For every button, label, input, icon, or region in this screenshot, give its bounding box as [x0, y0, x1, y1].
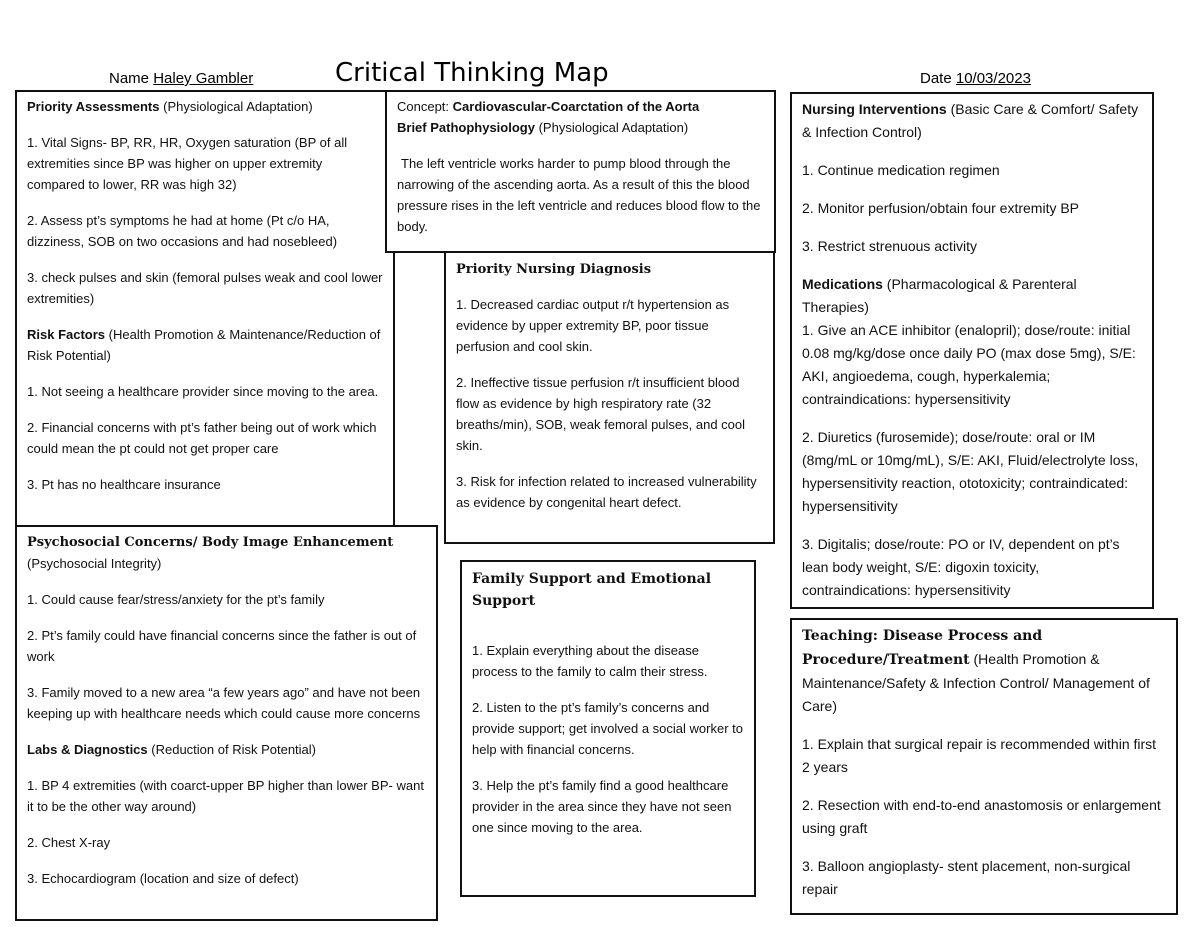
concept-value: Cardiovascular-Coarctation of the Aorta: [452, 99, 700, 114]
family-support-heading: Family Support and Emotional Support: [472, 571, 712, 609]
family-support-box: [460, 560, 756, 897]
teaching-category: (Health Promotion & Maintenance/Safety & Infection Control/ Management of Care): [802, 651, 1150, 714]
date-label: Date: [920, 70, 952, 87]
list-item: 1. Continue medication regimen: [802, 162, 1000, 178]
interventions-heading: Nursing Interventions: [802, 101, 947, 117]
priority-assessments-category: (Physiological Adaptation): [163, 99, 313, 114]
list-item: 2. Diuretics (furosemide); dose/route: oral or IM (8mg/mL or 10mg/mL), S/E: AKI, Fluid/electrolyte loss, hypersensitivity reaction, ototoxicity; contraindicated: hypersensitivity: [802, 429, 1139, 514]
list-item: 1. Could cause fear/stress/anxiety for the pt’s family: [27, 592, 325, 607]
interventions-category: (Basic Care & Comfort/ Safety & Infection Control): [802, 101, 1139, 140]
teaching-box: [790, 618, 1178, 915]
list-item: 1. Not seeing a healthcare provider since moving to the area.: [27, 384, 379, 399]
list-item: 2. Pt’s family could have financial concerns since the father is out of work: [27, 628, 417, 664]
date-field: [920, 68, 1031, 89]
list-item: 1. Explain that surgical repair is recommended within first 2 years: [802, 736, 1157, 775]
nursing-diagnosis-heading: Priority Nursing Diagnosis: [456, 262, 652, 277]
list-item: 3. Balloon angioplasty- stent placement, non-surgical repair: [802, 858, 1131, 897]
list-item: 1. Vital Signs- BP, RR, HR, Oxygen saturation (BP of all extremities since BP was higher on upper extremity compared to lower, RR was high 32): [27, 135, 348, 192]
list-item: 1. Decreased cardiac output r/t hypertension as evidence by upper extremity BP, poor tissue perfusion and cool skin.: [456, 297, 730, 354]
concept-label: Concept:: [397, 99, 450, 114]
labs-category: (Reduction of Risk Potential): [151, 742, 317, 757]
risk-factors-category: (Health Promotion & Maintenance/Reduction of Risk Potential): [27, 327, 381, 363]
psychosocial-box: [15, 525, 438, 921]
name-field: [109, 68, 253, 89]
date-value: 10/03/2023: [955, 70, 1031, 87]
priority-assessments-box: [15, 90, 395, 528]
list-item: 3. Echocardiogram (location and size of defect): [27, 871, 299, 886]
list-item: 2. Ineffective tissue perfusion r/t insufficient blood flow as evidence by high respiratory rate (32 breaths/min), SOB, weak femoral pulses, and cool skin.: [456, 375, 746, 453]
list-item: 1. Give an ACE inhibitor (enalopril); dose/route: initial 0.08 mg/kg/dose once daily PO (max dose 5mg), S/E: AKI, angioedema, cough, hyperkalemia; contraindications: hypersensitivity: [802, 322, 1136, 407]
pathophysiology-text: The left ventricle works harder to pump blood through the narrowing of the ascending aorta. As a result of this the blood pressure rises in the left ventricle and reduces blood flow to the body.: [397, 156, 761, 234]
list-item: 3. Risk for infection related to increased vulnerability as evidence by congenital heart defect.: [456, 474, 757, 510]
list-item: 2. Monitor perfusion/obtain four extremity BP: [802, 200, 1080, 216]
list-item: 3. Family moved to a new area “a few years ago” and have not been keeping up with healthcare needs which could cause more concerns: [27, 685, 421, 721]
risk-factors-heading: Risk Factors: [27, 327, 106, 342]
pathophysiology-heading: Brief Pathophysiology: [397, 120, 535, 135]
list-item: 3. Digitalis; dose/route: PO or IV, dependent on pt’s lean body weight, S/E: digoxin toxicity, contraindications: hypersensitivity: [802, 536, 1120, 598]
teaching-heading: Teaching: Disease Process and Procedure/Treatment: [802, 628, 1043, 668]
list-item: 1. Explain everything about the disease process to the family to calm their stress.: [472, 643, 708, 679]
list-item: 2. Chest X-ray: [27, 835, 111, 850]
psychosocial-heading: Psychosocial Concerns/ Body Image Enhancement: [27, 535, 394, 550]
interventions-box: [790, 92, 1154, 609]
list-item: 2. Assess pt’s symptoms he had at home (Pt c/o HA, dizziness, SOB on two occasions and had nosebleed): [27, 213, 338, 249]
concept-box: [385, 90, 776, 253]
medications-category: (Pharmacological & Parenteral Therapies): [802, 276, 1077, 315]
list-item: 3. Pt has no healthcare insurance: [27, 477, 221, 492]
list-item: 2. Resection with end-to-end anastomosis or enlargement using graft: [802, 797, 1161, 836]
list-item: 2. Listen to the pt’s family’s concerns and provide support; get involved a social worker to help with financial concerns.: [472, 700, 743, 757]
name-label: Name: [109, 70, 150, 87]
list-item: 3. Restrict strenuous activity: [802, 238, 978, 254]
medications-heading: Medications: [802, 276, 883, 292]
page-title: Critical Thinking Map: [335, 58, 609, 88]
list-item: 2. Financial concerns with pt’s father being out of work which could mean the pt could not get proper care: [27, 420, 377, 456]
pathophysiology-category: (Physiological Adaptation): [538, 120, 689, 135]
nursing-diagnosis-box: [444, 250, 775, 544]
labs-heading: Labs & Diagnostics: [27, 742, 148, 757]
psychosocial-category: (Psychosocial Integrity): [27, 556, 162, 571]
list-item: 1. BP 4 extremities (with coarct-upper BP higher than lower BP- want it to be the other way around): [27, 778, 424, 814]
list-item: 3. check pulses and skin (femoral pulses weak and cool lower extremities): [27, 270, 383, 306]
name-value: Haley Gambler: [153, 70, 254, 87]
list-item: 3. Help the pt’s family find a good healthcare provider in the area since they have not seen one since moving to the area.: [472, 778, 732, 835]
priority-assessments-heading: Priority Assessments: [27, 99, 160, 114]
